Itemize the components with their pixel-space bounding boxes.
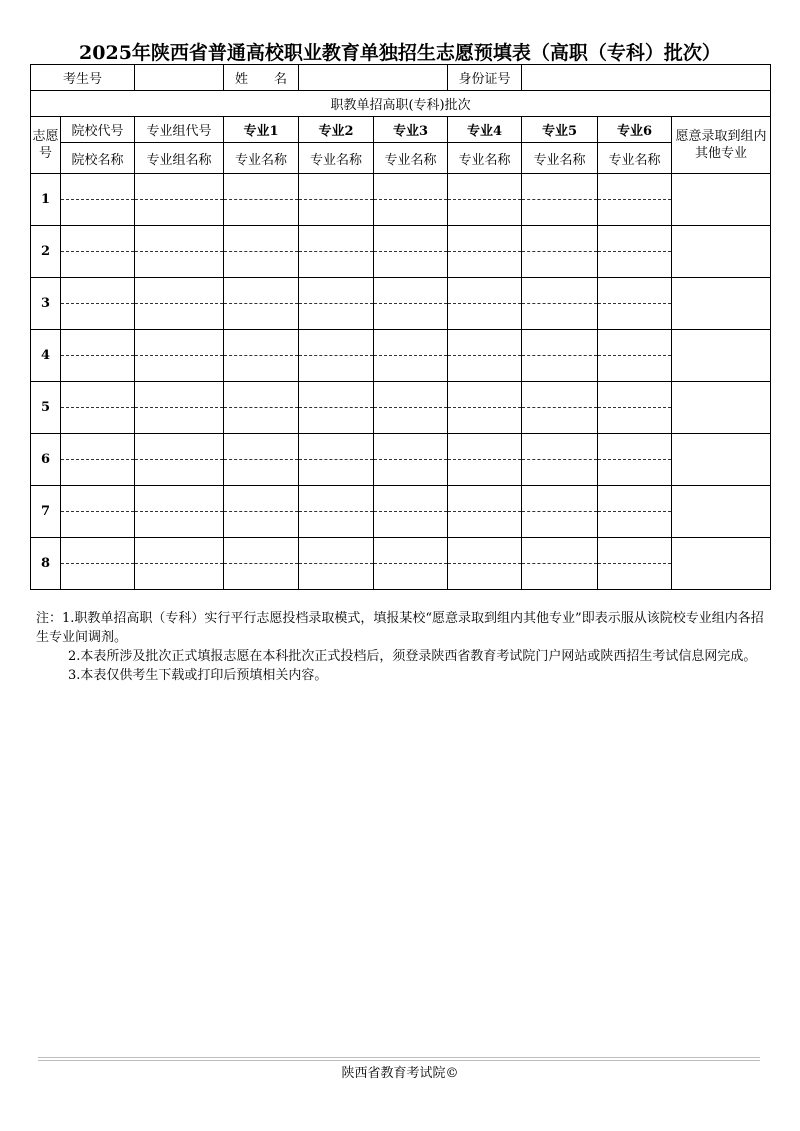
major-3-name-cell[interactable] xyxy=(374,512,448,538)
school-code-cell[interactable] xyxy=(61,330,135,356)
major-2-name-cell[interactable] xyxy=(299,460,374,486)
adjust-cell[interactable] xyxy=(672,486,771,538)
major-1-code-cell[interactable] xyxy=(224,174,299,200)
choice-row xyxy=(31,174,771,200)
school-name-cell[interactable] xyxy=(61,200,135,226)
major-6-code-cell[interactable] xyxy=(598,278,672,304)
major-3-name-cell[interactable] xyxy=(374,564,448,590)
major-2-code-cell[interactable] xyxy=(299,486,374,512)
group-code-cell[interactable] xyxy=(135,382,224,408)
choice-number-header-text: 志愿号 xyxy=(32,129,59,161)
major-2-code-cell[interactable] xyxy=(299,278,374,304)
major-name-header: 专业名称 xyxy=(299,143,374,174)
adjust-cell[interactable] xyxy=(672,174,771,226)
major-4-name-cell[interactable] xyxy=(448,304,522,330)
choice-number: 3 xyxy=(31,278,61,330)
group-name-cell[interactable] xyxy=(135,200,224,226)
major-3-code-cell[interactable] xyxy=(374,538,448,564)
choice-row xyxy=(31,278,771,304)
major-4-name-cell[interactable] xyxy=(448,408,522,434)
school-name-cell[interactable] xyxy=(61,408,135,434)
header-row-codes xyxy=(31,117,771,143)
major-1-name-cell[interactable] xyxy=(224,252,299,278)
major-2-header: 专业2 xyxy=(299,117,374,143)
group-code-cell[interactable] xyxy=(135,278,224,304)
choice-number: 1 xyxy=(31,174,61,226)
group-code-cell[interactable] xyxy=(135,486,224,512)
major-6-code-cell[interactable] xyxy=(598,174,672,200)
major-6-name-cell[interactable] xyxy=(598,252,672,278)
major-3-code-cell[interactable] xyxy=(374,174,448,200)
major-6-name-cell[interactable] xyxy=(598,200,672,226)
major-5-name-cell[interactable] xyxy=(522,460,598,486)
major-2-name-cell[interactable] xyxy=(299,512,374,538)
major-4-name-cell[interactable] xyxy=(448,564,522,590)
form-title: 2025年陕西省普通高校职业教育单独招生志愿预填表（高职（专科）批次） xyxy=(79,42,721,64)
batch-label: 职教单招高职(专科)批次 xyxy=(31,91,771,117)
major-5-code-cell[interactable] xyxy=(522,486,598,512)
major-2-code-cell[interactable] xyxy=(299,434,374,460)
group-code-cell[interactable] xyxy=(135,226,224,252)
school-name-cell[interactable] xyxy=(61,460,135,486)
major-6-name-cell[interactable] xyxy=(598,512,672,538)
adjust-header: 愿意录取到组内其他专业 xyxy=(672,117,771,174)
major-6-code-cell[interactable] xyxy=(598,330,672,356)
school-code-cell[interactable] xyxy=(61,226,135,252)
major-3-name-cell[interactable] xyxy=(374,304,448,330)
major-1-name-cell[interactable] xyxy=(224,356,299,382)
school-code-cell[interactable] xyxy=(61,486,135,512)
adjust-cell[interactable] xyxy=(672,278,771,330)
major-5-name-cell[interactable] xyxy=(522,408,598,434)
group-code-cell[interactable] xyxy=(135,330,224,356)
major-4-name-cell[interactable] xyxy=(448,200,522,226)
major-1-code-cell[interactable] xyxy=(224,486,299,512)
group-name-cell[interactable] xyxy=(135,252,224,278)
major-5-name-cell[interactable] xyxy=(522,512,598,538)
school-code-cell[interactable] xyxy=(61,382,135,408)
major-5-code-cell[interactable] xyxy=(522,434,598,460)
group-name-cell[interactable] xyxy=(135,460,224,486)
footer-divider xyxy=(38,1057,760,1061)
major-5-code-cell[interactable] xyxy=(522,226,598,252)
major-2-code-cell[interactable] xyxy=(299,174,374,200)
major-2-code-cell[interactable] xyxy=(299,226,374,252)
major-4-name-cell[interactable] xyxy=(448,356,522,382)
choice-number: 4 xyxy=(31,330,61,382)
major-4-name-cell[interactable] xyxy=(448,512,522,538)
school-name-cell[interactable] xyxy=(61,356,135,382)
major-4-name-cell[interactable] xyxy=(448,460,522,486)
major-3-code-cell[interactable] xyxy=(374,226,448,252)
major-4-header: 专业4 xyxy=(448,117,522,143)
major-5-name-cell[interactable] xyxy=(522,252,598,278)
major-5-name-cell[interactable] xyxy=(522,564,598,590)
group-name-header: 专业组名称 xyxy=(135,143,224,174)
name-label: 姓 名 xyxy=(224,65,299,91)
adjust-cell[interactable] xyxy=(672,226,771,278)
school-name-cell[interactable] xyxy=(61,304,135,330)
choice-number-header xyxy=(31,117,61,174)
group-name-cell[interactable] xyxy=(135,408,224,434)
choice-row xyxy=(31,538,771,564)
major-4-code-cell[interactable] xyxy=(448,330,522,356)
major-3-code-cell[interactable] xyxy=(374,486,448,512)
choice-number: 8 xyxy=(31,538,61,590)
major-5-name-cell[interactable] xyxy=(522,304,598,330)
group-name-cell[interactable] xyxy=(135,512,224,538)
major-4-code-cell[interactable] xyxy=(448,538,522,564)
major-5-code-cell[interactable] xyxy=(522,174,598,200)
choice-row xyxy=(31,226,771,252)
choice-row-names xyxy=(31,304,771,330)
major-1-code-cell[interactable] xyxy=(224,538,299,564)
major-2-name-cell[interactable] xyxy=(299,304,374,330)
school-code-cell[interactable] xyxy=(61,538,135,564)
major-2-code-cell[interactable] xyxy=(299,330,374,356)
major-name-header: 专业名称 xyxy=(448,143,522,174)
major-3-header: 专业3 xyxy=(374,117,448,143)
group-name-cell[interactable] xyxy=(135,304,224,330)
school-name-cell[interactable] xyxy=(61,564,135,590)
major-5-code-cell[interactable] xyxy=(522,278,598,304)
major-2-name-cell[interactable] xyxy=(299,564,374,590)
major-2-code-cell[interactable] xyxy=(299,538,374,564)
adjust-cell[interactable] xyxy=(672,382,771,434)
note-2: 2.本表所涉及批次正式填报志愿在本科批次正式投档后，须登录陕西省教育考试院门户网站或陕西招生考试信息网完成。 xyxy=(68,649,757,664)
major-3-code-cell[interactable] xyxy=(374,330,448,356)
exam-number-field[interactable] xyxy=(135,65,224,91)
id-number-field[interactable] xyxy=(522,65,771,91)
adjust-cell[interactable] xyxy=(672,330,771,382)
choice-row xyxy=(31,434,771,460)
major-2-name-cell[interactable] xyxy=(299,252,374,278)
choice-row-names xyxy=(31,356,771,382)
school-name-cell[interactable] xyxy=(61,512,135,538)
choice-row-names xyxy=(31,408,771,434)
group-name-cell[interactable] xyxy=(135,564,224,590)
batch-row xyxy=(31,91,771,117)
major-3-name-cell[interactable] xyxy=(374,460,448,486)
school-code-cell[interactable] xyxy=(61,174,135,200)
major-1-code-cell[interactable] xyxy=(224,382,299,408)
choice-row xyxy=(31,486,771,512)
major-5-code-cell[interactable] xyxy=(522,538,598,564)
major-5-header: 专业5 xyxy=(522,117,598,143)
major-1-code-cell[interactable] xyxy=(224,434,299,460)
major-3-name-cell[interactable] xyxy=(374,252,448,278)
major-5-code-cell[interactable] xyxy=(522,330,598,356)
major-6-code-cell[interactable] xyxy=(598,434,672,460)
major-6-name-cell[interactable] xyxy=(598,408,672,434)
school-name-cell[interactable] xyxy=(61,252,135,278)
major-5-name-cell[interactable] xyxy=(522,356,598,382)
major-5-code-cell[interactable] xyxy=(522,382,598,408)
major-3-code-cell[interactable] xyxy=(374,278,448,304)
major-name-header: 专业名称 xyxy=(374,143,448,174)
major-3-code-cell[interactable] xyxy=(374,382,448,408)
major-1-name-cell[interactable] xyxy=(224,304,299,330)
major-6-name-cell[interactable] xyxy=(598,460,672,486)
major-6-code-cell[interactable] xyxy=(598,538,672,564)
choice-row xyxy=(31,330,771,356)
major-3-name-cell[interactable] xyxy=(374,200,448,226)
major-1-header: 专业1 xyxy=(224,117,299,143)
id-number-label: 身份证号 xyxy=(448,65,522,91)
major-1-name-cell[interactable] xyxy=(224,200,299,226)
choice-row xyxy=(31,382,771,408)
major-6-name-cell[interactable] xyxy=(598,304,672,330)
choice-number: 2 xyxy=(31,226,61,278)
major-4-code-cell[interactable] xyxy=(448,278,522,304)
major-1-code-cell[interactable] xyxy=(224,330,299,356)
major-4-code-cell[interactable] xyxy=(448,174,522,200)
major-2-name-cell[interactable] xyxy=(299,356,374,382)
application-form-table xyxy=(30,64,771,590)
major-4-code-cell[interactable] xyxy=(448,434,522,460)
major-3-name-cell[interactable] xyxy=(374,408,448,434)
candidate-info-row xyxy=(31,65,771,91)
group-code-cell[interactable] xyxy=(135,434,224,460)
group-code-cell[interactable] xyxy=(135,174,224,200)
group-code-cell[interactable] xyxy=(135,538,224,564)
major-6-code-cell[interactable] xyxy=(598,486,672,512)
group-name-cell[interactable] xyxy=(135,356,224,382)
group-code-header: 专业组代号 xyxy=(135,117,224,143)
major-1-name-cell[interactable] xyxy=(224,564,299,590)
choice-row-names xyxy=(31,252,771,278)
note-3: 3.本表仅供考生下载或打印后预填相关内容。 xyxy=(68,668,328,683)
choice-row-names xyxy=(31,200,771,226)
major-2-name-cell[interactable] xyxy=(299,408,374,434)
major-6-code-cell[interactable] xyxy=(598,382,672,408)
note-1: 注：1.职教单招高职（专科）实行平行志愿投档录取模式，填报某校“愿意录取到组内其他专业”即表示服从该院校专业组内各招生专业间调剂。 xyxy=(36,611,764,645)
choice-row-names xyxy=(31,460,771,486)
school-code-cell[interactable] xyxy=(61,434,135,460)
school-code-header: 院校代号 xyxy=(61,117,135,143)
major-6-name-cell[interactable] xyxy=(598,356,672,382)
major-name-header: 专业名称 xyxy=(598,143,672,174)
adjust-cell[interactable] xyxy=(672,434,771,486)
major-1-name-cell[interactable] xyxy=(224,512,299,538)
major-6-header: 专业6 xyxy=(598,117,672,143)
major-1-name-cell[interactable] xyxy=(224,408,299,434)
major-4-code-cell[interactable] xyxy=(448,486,522,512)
major-3-code-cell[interactable] xyxy=(374,434,448,460)
major-4-code-cell[interactable] xyxy=(448,226,522,252)
major-6-code-cell[interactable] xyxy=(598,226,672,252)
adjust-cell[interactable] xyxy=(672,538,771,590)
major-4-code-cell[interactable] xyxy=(448,382,522,408)
choice-number: 5 xyxy=(31,382,61,434)
header-row-names xyxy=(31,143,771,174)
major-1-code-cell[interactable] xyxy=(224,278,299,304)
exam-number-label: 考生号 xyxy=(31,65,135,91)
notes xyxy=(36,609,764,685)
school-code-cell[interactable] xyxy=(61,278,135,304)
major-name-header: 专业名称 xyxy=(522,143,598,174)
major-4-name-cell[interactable] xyxy=(448,252,522,278)
major-1-name-cell[interactable] xyxy=(224,460,299,486)
major-3-name-cell[interactable] xyxy=(374,356,448,382)
school-name-header: 院校名称 xyxy=(61,143,135,174)
choice-row-names xyxy=(31,512,771,538)
choice-number: 6 xyxy=(31,434,61,486)
major-6-name-cell[interactable] xyxy=(598,564,672,590)
choice-number: 7 xyxy=(31,486,61,538)
footer: 陕西省教育考试院© xyxy=(341,1066,459,1081)
major-1-code-cell[interactable] xyxy=(224,226,299,252)
name-field[interactable] xyxy=(299,65,448,91)
major-2-name-cell[interactable] xyxy=(299,200,374,226)
major-5-name-cell[interactable] xyxy=(522,200,598,226)
choice-row-names xyxy=(31,564,771,590)
major-name-header: 专业名称 xyxy=(224,143,299,174)
major-2-code-cell[interactable] xyxy=(299,382,374,408)
